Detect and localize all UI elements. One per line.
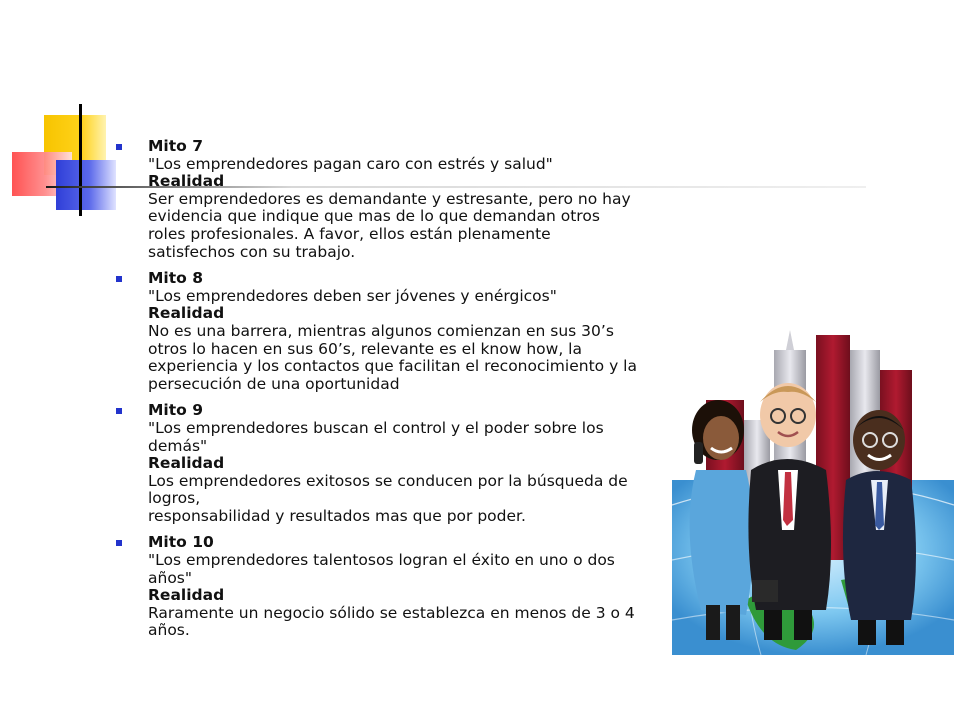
realidad-text-line: responsabilidad y resultados mas que por poder.: [148, 506, 526, 525]
decor-blue-square: [56, 160, 116, 210]
myths-list: [112, 138, 672, 649]
realidad-text-line: Raramente un negocio sólido se establezca en menos de 3 o 4: [148, 603, 635, 622]
realidad-text-line: roles profesionales. A favor, ellos están plenamente: [148, 224, 551, 243]
realidad-text-line: otros lo hacen en sus 60’s, relevante es el know how, la: [148, 339, 582, 358]
realidad-text-line: persecución de una oportunidad: [148, 374, 400, 393]
list-item-mito-7: [112, 138, 672, 261]
mito-quote: años": [148, 568, 193, 587]
mito-quote: "Los emprendedores talentosos logran el éxito en uno o dos: [148, 551, 615, 570]
bullet-icon: [116, 408, 122, 414]
realidad-label: Realidad: [148, 304, 225, 323]
realidad-text-line: Ser emprendedores es demandante y estresante, pero no hay: [148, 189, 631, 208]
realidad-text-line: logros,: [148, 489, 201, 508]
realidad-text-line: satisfechos con su trabajo.: [148, 242, 356, 261]
realidad-text-line: Los emprendedores exitosos se conducen por la búsqueda de: [148, 471, 628, 490]
realidad-text-line: evidencia que indique que mas de lo que demandan otros: [148, 207, 600, 226]
bullet-icon: [116, 144, 122, 150]
realidad-text-line: experiencia y los contactos que facilitan el reconocimiento y la: [148, 357, 637, 376]
bullet-icon: [116, 540, 122, 546]
realidad-label: Realidad: [148, 172, 225, 191]
realidad-label: Realidad: [148, 586, 225, 605]
list-item-mito-10: [112, 534, 672, 640]
realidad-text-line: No es una barrera, mientras algunos comienzan en sus 30’s: [148, 321, 614, 340]
mito-title: Mito 8: [148, 269, 203, 288]
mito-quote: "Los emprendedores buscan el control y el poder sobre los: [148, 418, 604, 437]
bullet-icon: [116, 276, 122, 282]
list-item-mito-9: [112, 402, 672, 525]
list-item-mito-8: [112, 270, 672, 393]
realidad-label: Realidad: [148, 454, 225, 473]
mito-title: Mito 10: [148, 533, 214, 552]
business-kids-illustration: [666, 330, 956, 655]
mito-title: Mito 9: [148, 401, 203, 420]
mito-quote: "Los emprendedores deben ser jóvenes y enérgicos": [148, 286, 557, 305]
decor-vertical-line: [79, 104, 82, 216]
mito-title: Mito 7: [148, 137, 203, 155]
mito-quote: demás": [148, 436, 208, 455]
mito-quote: "Los emprendedores pagan caro con estrés y salud": [148, 154, 553, 173]
realidad-text-line: años.: [148, 621, 190, 640]
